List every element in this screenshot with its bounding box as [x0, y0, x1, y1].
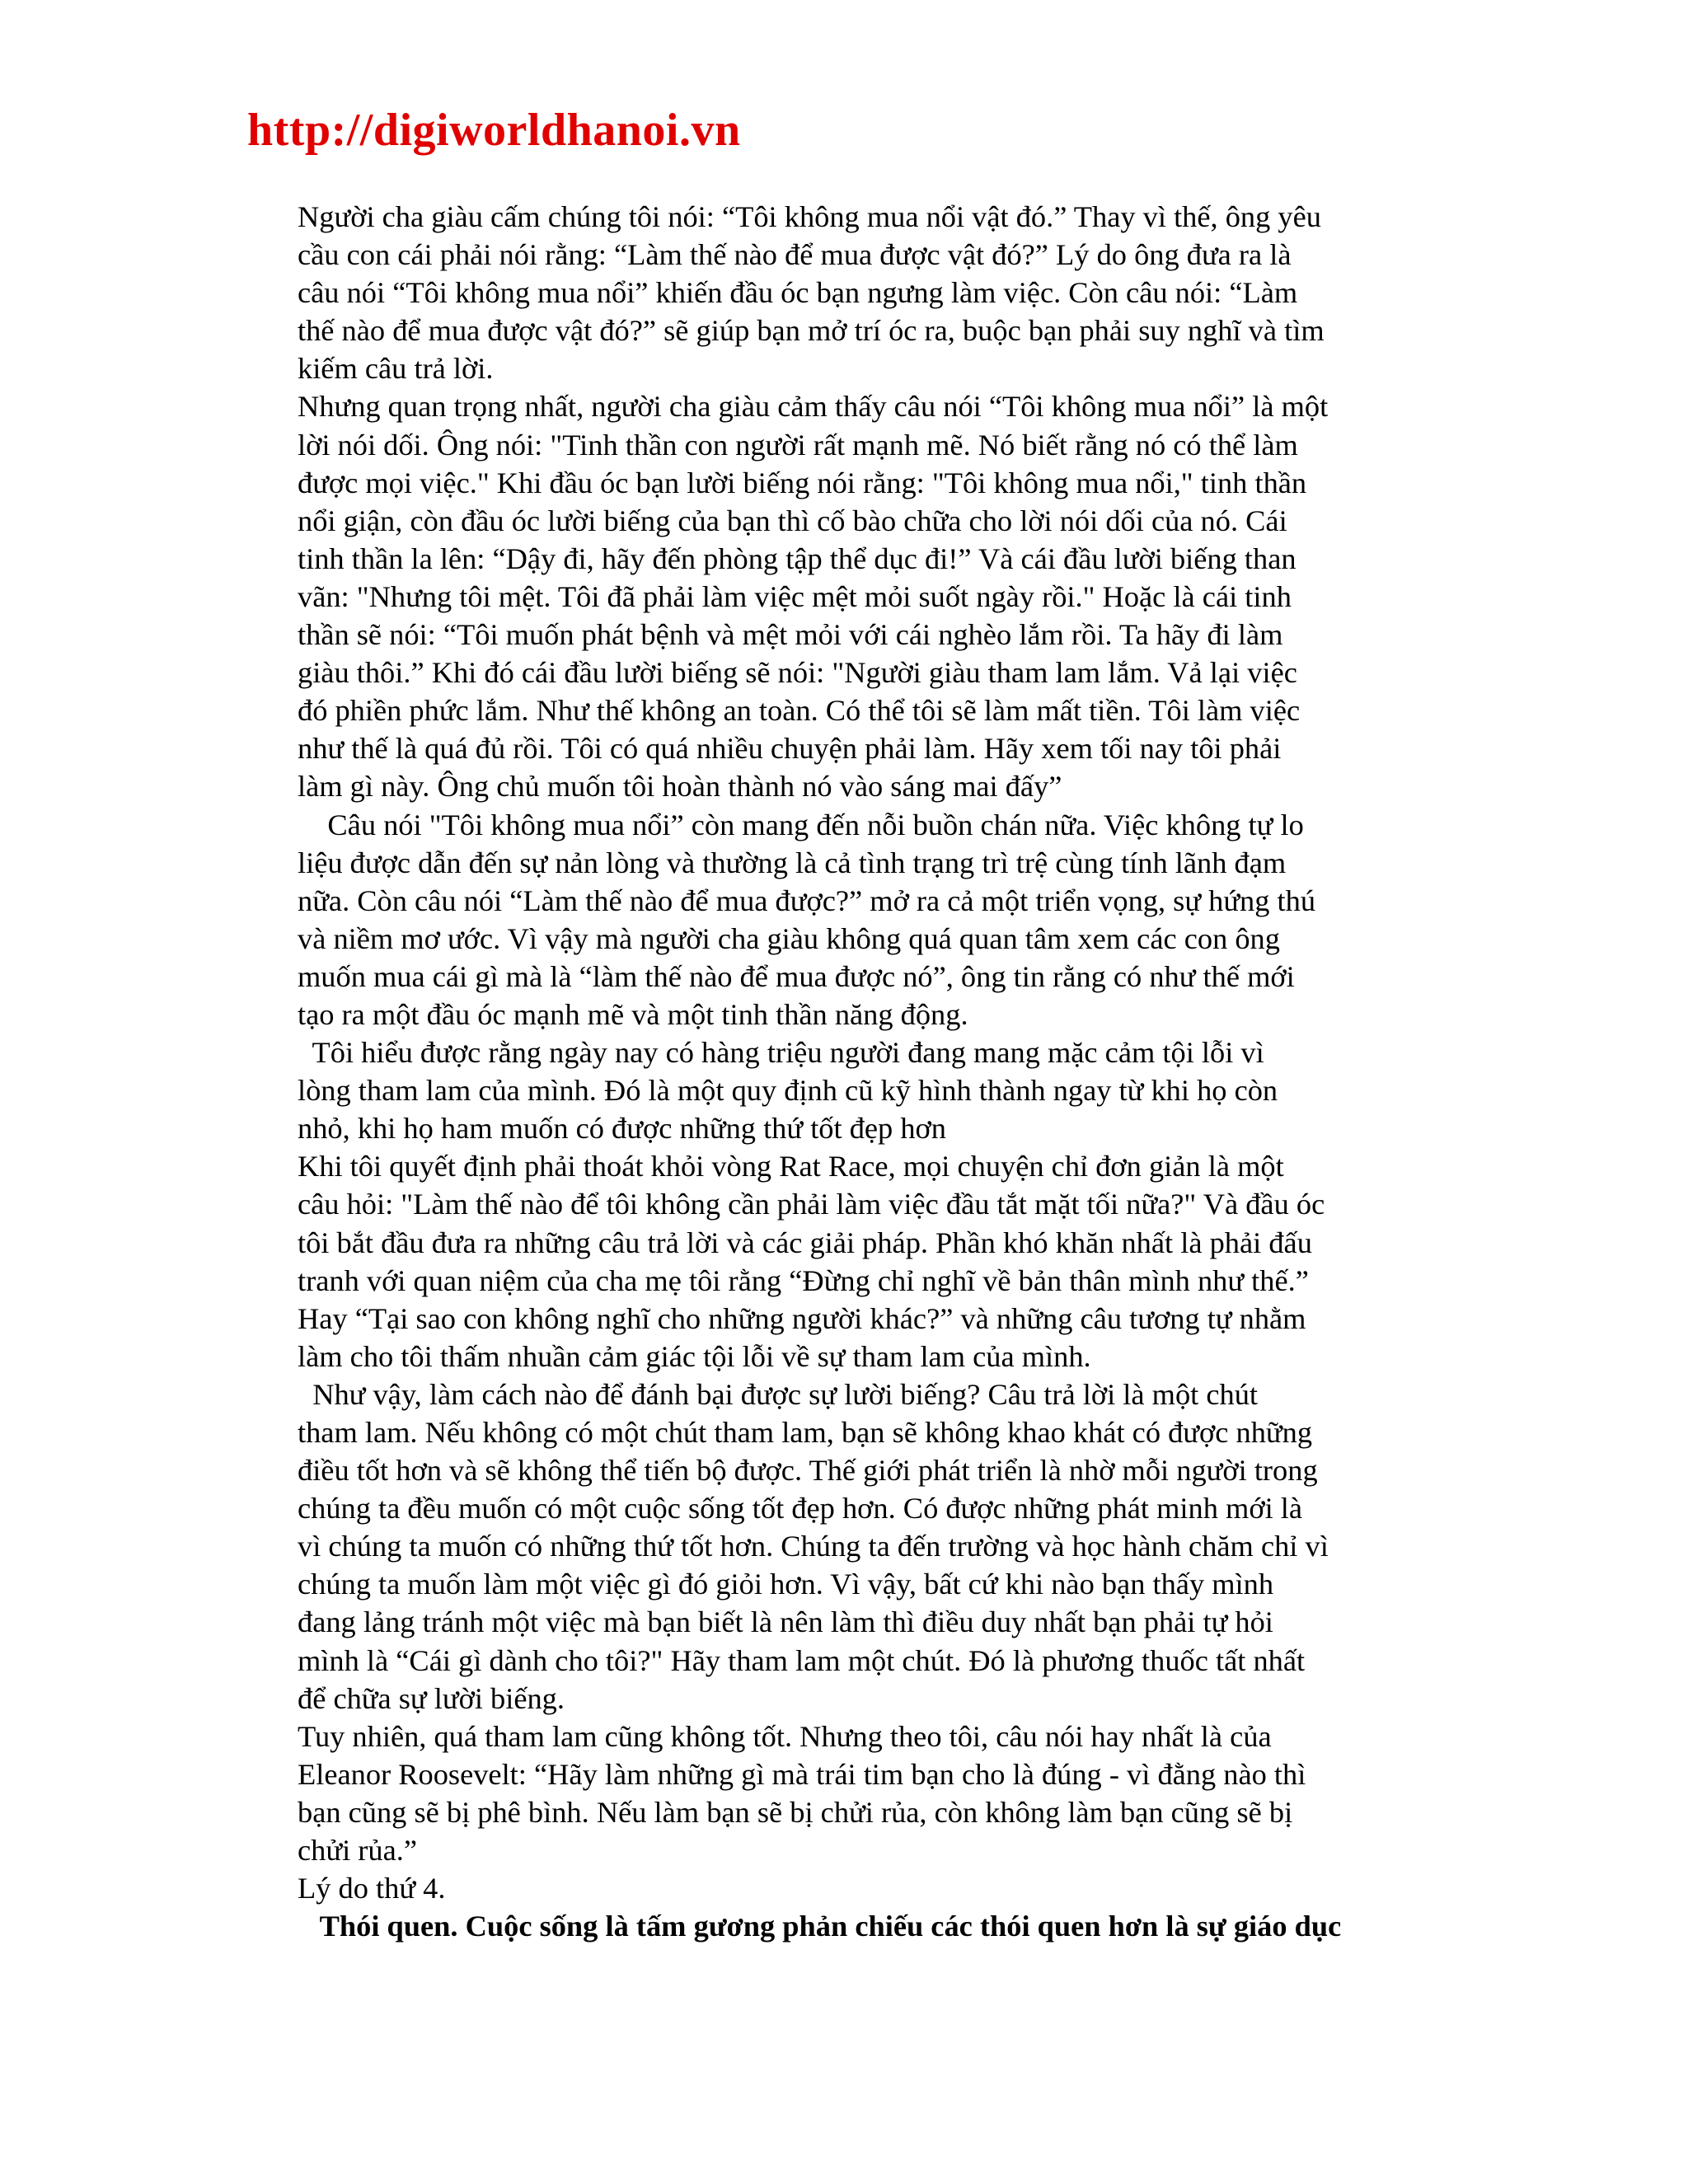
text-line: Eleanor Roosevelt: “Hãy làm những gì mà trái tim bạn cho là đúng - vì đằng nào thì	[298, 1757, 1306, 1791]
text-line: câu hỏi: "Làm thế nào để tôi không cần phải làm việc đầu tắt mặt tối nữa?" Và đầu óc	[298, 1188, 1325, 1221]
text-line: đó phiền phức lắm. Như thế không an toàn. Có thể tôi sẽ làm mất tiền. Tôi làm việc	[298, 694, 1301, 728]
text-line: làm gì này. Ông chủ muốn tôi hoàn thành nó vào sáng mai đấy”	[298, 770, 1062, 804]
header-site-link[interactable]: http://digiworldhanoi.vn	[247, 105, 741, 156]
section-heading: Thói quen. Cuộc sống là tấm gương phản chiếu các thói quen hơn là sự giáo dục	[298, 1910, 1342, 1943]
text-line: thần sẽ nói: “Tôi muốn phát bệnh và mệt mỏi với cái nghèo lắm rồi. Ta hãy đi làm	[298, 618, 1283, 652]
text-line: chúng ta đều muốn có một cuộc sống tốt đẹp hơn. Có được những phát minh mới là	[298, 1492, 1303, 1526]
text-line: nữa. Còn câu nói “Làm thế nào để mua được?” mở ra cả một triển vọng, sự hứng thú	[298, 883, 1316, 917]
text-line: Như vậy, làm cách nào để đánh bại được sự lười biếng? Câu trả lời là một chút	[298, 1377, 1259, 1411]
text-line: tạo ra một đầu óc mạnh mẽ và một tinh thần năng động.	[298, 997, 968, 1031]
text-line: tranh với quan niệm của cha mẹ tôi rằng “Đừng chỉ nghĩ về bản thân mình như thế.”	[298, 1263, 1309, 1297]
text-line: Tôi hiểu được rằng ngày nay có hàng triệu người đang mang mặc cảm tội lỗi vì	[298, 1036, 1264, 1070]
text-line: chúng ta muốn làm một việc gì đó giỏi hơn. Vì vậy, bất cứ khi nào bạn thấy mình	[298, 1568, 1274, 1601]
text-line: được mọi việc." Khi đầu óc bạn lười biếng nói rằng: "Tôi không mua nổi," tinh thần	[298, 466, 1307, 499]
text-line: mình là “Cái gì dành cho tôi?" Hãy tham lam một chút. Đó là phương thuốc tất nhất	[298, 1643, 1306, 1677]
document-body	[298, 198, 1451, 1945]
text-line: liệu được dẫn đến sự nản lòng và thường là cả tình trạng trì trệ cùng tính lãnh đạm	[298, 846, 1287, 879]
text-line: Tuy nhiên, quá tham lam cũng không tốt. Nhưng theo tôi, câu nói hay nhất là của	[298, 1719, 1272, 1753]
text-line: nhỏ, khi họ ham muốn có được những thứ tốt đẹp hơn	[298, 1112, 946, 1146]
text-line: như thế là quá đủ rồi. Tôi có quá nhiều chuyện phải làm. Hãy xem tối nay tôi phải	[298, 732, 1282, 766]
text-line: câu nói “Tôi không mua nổi” khiến đầu óc bạn ngưng làm việc. Còn câu nói: “Làm	[298, 276, 1298, 310]
text-line: Khi tôi quyết định phải thoát khỏi vòng Rat Race, mọi chuyện chỉ đơn giản là một	[298, 1150, 1284, 1183]
text-line: Người cha giàu cấm chúng tôi nói: “Tôi không mua nổi vật đó.” Thay vì thế, ông yêu	[298, 200, 1321, 233]
text-line: thế nào để mua được vật đó?” sẽ giúp bạn mở trí óc ra, buộc bạn phải suy nghĩ và tìm	[298, 314, 1325, 348]
text-line: tinh thần la lên: “Dậy đi, hãy đến phòng tập thể dục đi!” Và cái đầu lười biếng than	[298, 541, 1296, 575]
text-line: bạn cũng sẽ bị phê bình. Nếu làm bạn sẽ bị chửi rủa, còn không làm bạn cũng sẽ bị	[298, 1795, 1293, 1829]
text-line: vãn: "Nhưng tôi mệt. Tôi đã phải làm việc mệt mỏi suốt ngày rồi." Hoặc là cái tinh	[298, 579, 1292, 613]
text-line: tôi bắt đầu đưa ra những câu trả lời và các giải pháp. Phần khó khăn nhất là phải đấu	[298, 1226, 1312, 1259]
text-line: lòng tham lam của mình. Đó là một quy định cũ kỹ hình thành ngay từ khi họ còn	[298, 1074, 1278, 1108]
text-line: tham lam. Nếu không có một chút tham lam, bạn sẽ không khao khát có được những	[298, 1416, 1313, 1449]
text-line: để chữa sự lười biếng.	[298, 1681, 565, 1715]
text-line: chửi rủa.”	[298, 1834, 417, 1868]
text-line: làm cho tôi thấm nhuần cảm giác tội lỗi về sự tham lam của mình.	[298, 1339, 1091, 1373]
text-line: Nhưng quan trọng nhất, người cha giàu cảm thấy câu nói “Tôi không mua nổi” là một	[298, 390, 1329, 424]
text-line: đang lảng tránh một việc mà bạn biết là nên làm thì điều duy nhất bạn phải tự hỏi	[298, 1605, 1273, 1639]
text-line: giàu thôi.” Khi đó cái đầu lười biếng sẽ nói: "Người giàu tham lam lắm. Vả lại việc	[298, 656, 1297, 690]
text-line: điều tốt hơn và sẽ không thể tiến bộ được. Thế giới phát triển là nhờ mỗi người trong	[298, 1454, 1318, 1488]
text-line: cầu con cái phải nói rằng: “Làm thế nào để mua được vật đó?” Lý do ông đưa ra là	[298, 238, 1292, 272]
text-line: Hay “Tại sao con không nghĩ cho những người khác?” và những câu tương tự nhằm	[298, 1301, 1306, 1335]
text-line: Lý do thứ 4.	[298, 1872, 446, 1905]
text-line: vì chúng ta muốn có những thứ tốt hơn. Chúng ta đến trường và học hành chăm chỉ vì	[298, 1530, 1329, 1563]
text-line: kiếm câu trả lời.	[298, 352, 494, 386]
text-line: và niềm mơ ước. Vì vậy mà người cha giàu không quá quan tâm xem các con ông	[298, 921, 1280, 955]
text-line: muốn mua cái gì mà là “làm thế nào để mua được nó”, ông tin rằng có như thế mới	[298, 959, 1295, 993]
text-line: lời nói dối. Ông nói: "Tinh thần con người rất mạnh mẽ. Nó biết rằng nó có thể làm	[298, 428, 1298, 462]
text-line: Câu nói "Tôi không mua nổi” còn mang đến nỗi buồn chán nữa. Việc không tự lo	[298, 808, 1304, 841]
text-line: nổi giận, còn đầu óc lười biếng của bạn thì cố bào chữa cho lời nói dối của nó. Cái	[298, 504, 1287, 537]
